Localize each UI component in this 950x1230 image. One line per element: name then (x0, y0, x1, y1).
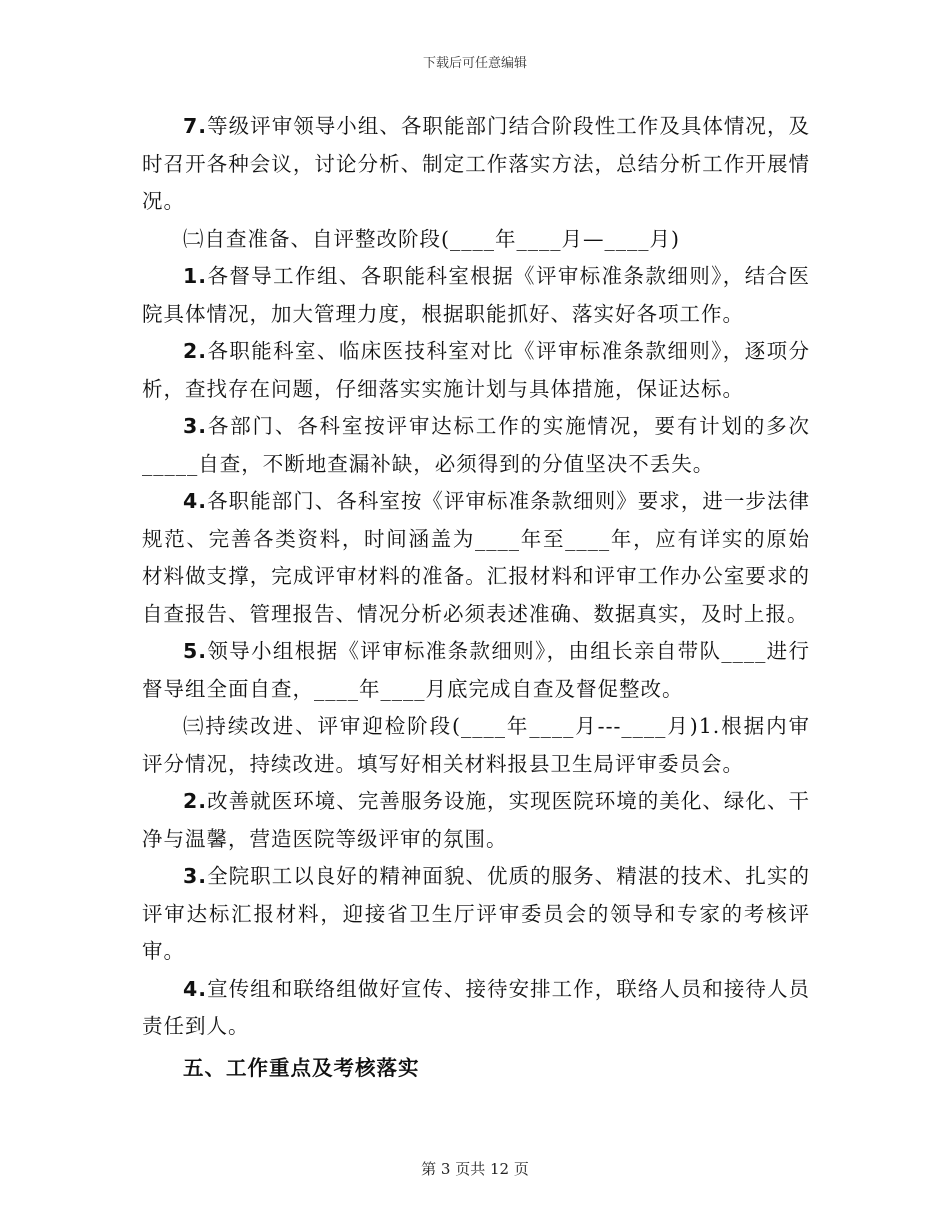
paragraph-item-1 (142, 258, 810, 333)
paragraph-number: 4. (183, 489, 208, 513)
paragraph-item-2b (142, 783, 810, 858)
section-heading: 五、工作重点及考核落实 (183, 1055, 420, 1080)
paragraph-item-3 (142, 408, 810, 483)
paragraph-text: ㈡自查准备、自评整改阶段(____年____月—____月) (183, 226, 680, 251)
paragraph-text: 各部门、各科室按评审达标工作的实施情况，要有计划的多次_____自查，不断地查漏补缺，必须得到的分值坚决不丢失。 (142, 414, 810, 476)
paragraph-number: 2. (183, 339, 208, 363)
paragraph-text: 各督导工作组、各职能科室根据《评审标准条款细则》，结合医院具体情况，加大管理力度，根据职能抓好、落实好各项工作。 (142, 264, 810, 326)
paragraph-text: 各职能部门、各科室按《评审标准条款细则》要求，进一步法律规范、完善各类资料，时间涵盖为____年至____年，应有详实的原始材料做支撑，完成评审材料的准备。汇报材料和评审工作办公室要求的自查报告、管理报告、情况分析必须表述准确、数据真实，及时上报。 (142, 489, 810, 626)
paragraph-number: 1. (183, 264, 208, 288)
paragraph-text: 改善就医环境、完善服务设施，实现医院环境的美化、绿化、干净与温馨，营造医院等级评审的氛围。 (142, 789, 810, 851)
page-header-note: 下载后可任意编辑 (422, 56, 527, 71)
paragraph-text: 各职能科室、临床医技科室对比《评审标准条款细则》，逐项分析，查找存在问题，仔细落实实施计划与具体措施，保证达标。 (142, 339, 810, 401)
subsection-self-check (142, 221, 810, 259)
page-number-footer: 第 3 页共 12 页 (421, 1160, 529, 1178)
paragraph-number: 3. (183, 414, 208, 438)
paragraph-item-3b (142, 858, 810, 971)
paragraph-number: 3. (183, 864, 208, 888)
paragraph-number: 7. (183, 114, 208, 138)
paragraph-text: 宣传组和联络组做好宣传、接待安排工作，联络人员和接待人员责任到人。 (142, 976, 810, 1038)
paragraph-item-7 (142, 108, 810, 221)
paragraph-item-2 (142, 333, 810, 408)
paragraph-item-4b (142, 971, 810, 1046)
paragraph-text: 等级评审领导小组、各职能部门结合阶段性工作及具体情况，及时召开各种会议，讨论分析、制定工作落实方法，总结分析工作开展情况。 (142, 114, 810, 213)
paragraph-text: 领导小组根据《评审标准条款细则》，由组长亲自带队____进行督导组全面自查，____年____月底完成自查及督促整改。 (142, 639, 810, 701)
paragraph-number: 2. (183, 789, 208, 813)
paragraph-text: ㈢持续改进、评审迎检阶段(____年____月---____月)1.根据内审评分情况，持续改进。填写好相关材料报县卫生局评审委员会。 (142, 714, 810, 776)
paragraph-item-5 (142, 633, 810, 708)
paragraph-text: 全院职工以良好的精神面貌、优质的服务、精湛的技术、扎实的评审达标汇报材料，迎接省卫生厅评审委员会的领导和专家的考核评审。 (142, 864, 810, 963)
subsection-improvement (142, 708, 810, 783)
paragraph-number: 5. (183, 639, 208, 663)
paragraph-item-4 (142, 483, 810, 633)
paragraph-number: 4. (183, 976, 208, 1001)
document-body (142, 108, 810, 1087)
